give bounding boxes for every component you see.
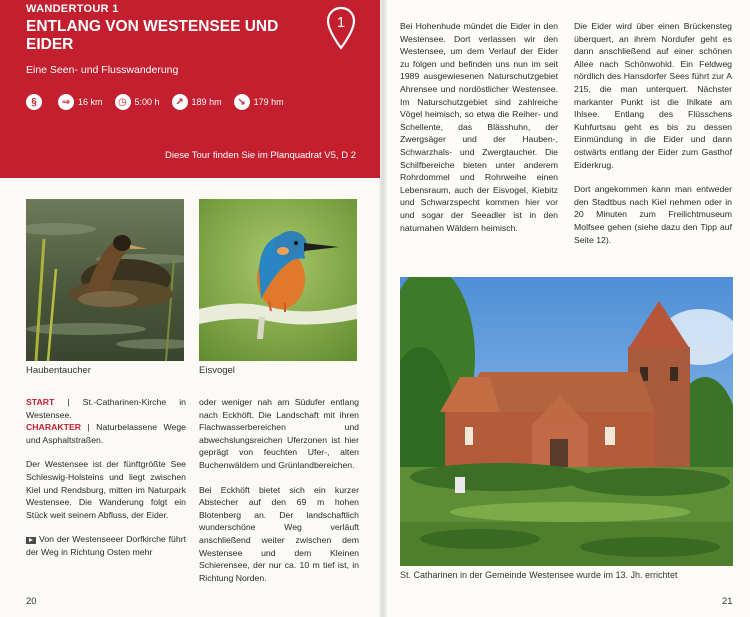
direction-sign-icon: ⇒ [58,94,74,110]
map-pin-badge-icon [326,6,356,50]
tour-stats [26,94,296,110]
page-number-right: 21 [722,596,733,607]
left-col1-para2: Von der Westenseeer Dorfkirche führt der Weg in Richtung Osten mehr [26,534,186,557]
descent-value: 179 hm [253,97,284,107]
tour-subtitle: Eine Seen- und Flusswanderung [26,64,179,76]
church-caption: St. Catharinen in der Gemeinde Westensee wurde im 13. Jh. errichtet [400,570,678,580]
stat-distance [58,94,103,110]
page-number-left: 20 [26,596,37,607]
start-label: START [26,397,55,407]
right-column-2 [574,20,732,258]
planquadrat-note: Diese Tour finden Sie im Planquadrat V5, D 2 [165,150,356,161]
right-column-1 [400,20,558,246]
right-col2-para1: Die Eider wird über einen Brückensteg überquert, an ihrem Nordufer geht es dann anschließend auf einer schönen Allee nach Schönwohld. Ein Feldweg nördlich des Hansdorfer Sees führt zur A 215, die man unterquert. Nächster markanter Punkt ist die Ihlkate am Ihlsee. Entlang des Flüsschens Kuhfurtsau geht es bis zu dessen Einmündung in die Eider und dann ostwärts entlang der Eider zum Gasthof Eiderkrug. [574,21,732,170]
badge-number: 1 [336,14,346,31]
distance-value: 16 km [78,97,103,107]
book-gutter [379,0,387,617]
grebe-photo [26,199,184,361]
kingfisher-caption: Eisvogel [199,365,235,376]
left-column-2 [199,396,359,596]
duration-value: 5:00 h [134,97,160,107]
start-text: St.-Catharinen-Kirche in Westensee. [26,397,186,420]
tour-header [0,0,380,178]
tour-title: ENTLANG VON WESTENSEE UND EIDER [26,18,279,53]
charakter-label: CHARAKTER [26,422,82,433]
right-col1-para1: Bei Hohenhude mündet die Eider in den Westensee. Dort verlassen wir den Westensee, um dem Verlauf der Eider zu folgen und befinden uns nun im seit 1989 ausgewiesenen Naturschutzgebiet Ahrensee und nordöstlicher Westensee. Im Naturschutzgebiet sind zahlreiche Vögel heimisch, so etwa die Reiher- und Schellente, das Blässhuhn, der Zwergsäger und der Hauben-, Schwarzhals- und Zwergtaucher. Die Schilfbereiche bieten unter anderem Rohrdommel und Rohrweihe einen Lebensraum, auch der Eisvogel, Kiebitz und Schwarzspecht kommen hier vor und sogar der Seeadler ist in den naturnahen Wäldern heimisch. [400,21,558,233]
kingfisher-photo [199,199,357,361]
left-column-1: START | St.-Catharinen-Kirche in Westensee. CHARAKTER | Naturbelassene Wege und Asphaltstraßen. Der Westensee ist der fünftgrößte See Schleswig-Holsteins und liegt zwischen Kiel und Rendsburg, mitten im Naturpark Westensee. Die Wanderung folgt ein Stück weit seinem Abfluss, der Eider. Von der Westenseeer Dorfkirche führt der Weg in Richtung Osten mehr [26,397,186,557]
charakter-text: Naturbelassene Wege und Asphaltstraßen. [26,422,186,445]
church-photo [400,277,733,566]
stat-descent [234,94,284,110]
tour-label: WANDERTOUR 1 [26,3,119,15]
stat-walker [26,94,46,110]
left-col1-para1: Der Westensee ist der fünftgrößte See Schleswig-Holsteins und liegt zwischen Kiel und Rendsburg, mitten im Naturpark Westensee. Die Wanderung folgt ein Stück weit seinem Abfluss, der Eider. [26,459,186,520]
left-col2-para2: Bei Eckhöft bietet sich ein kurzer Abstecher auf den 69 m hohen Blotenberg an. Der landschaftlich wunderschöne Weg verläuft anschließend weiter zwischen dem Westensee und dem Kleinen Schierensee, der nur ca. 10 m tief ist, in Richtung Norden. [199,484,359,583]
right-col2-para2: Dort angekommen kann man entweder den Stadtbus nach Kiel nehmen oder in 20 Minuten zum Freilichtmuseum Molfsee gehen (siehe dazu den Tipp auf Seite 12). [574,184,732,245]
ascent-value: 189 hm [191,97,222,107]
left-col2-para1: oder weniger nah am Südufer entlang nach Eckhöft. Die Landschaft mit ihren Flachwasserbereichen und abwechslungsreichen Uferzonen ist hier geprägt von feuchten Ufer-, alten Buchenwäldern und Grünlandbereichen. [199,397,359,470]
clock-icon: ◷ [115,94,131,110]
ascent-icon: ↗ [172,94,188,110]
walker-icon: § [26,94,42,110]
stat-duration [115,94,160,110]
descent-icon: ↘ [234,94,250,110]
grebe-caption: Haubentaucher [26,365,91,376]
stat-ascent [172,94,222,110]
route-arrow-icon [26,537,36,544]
